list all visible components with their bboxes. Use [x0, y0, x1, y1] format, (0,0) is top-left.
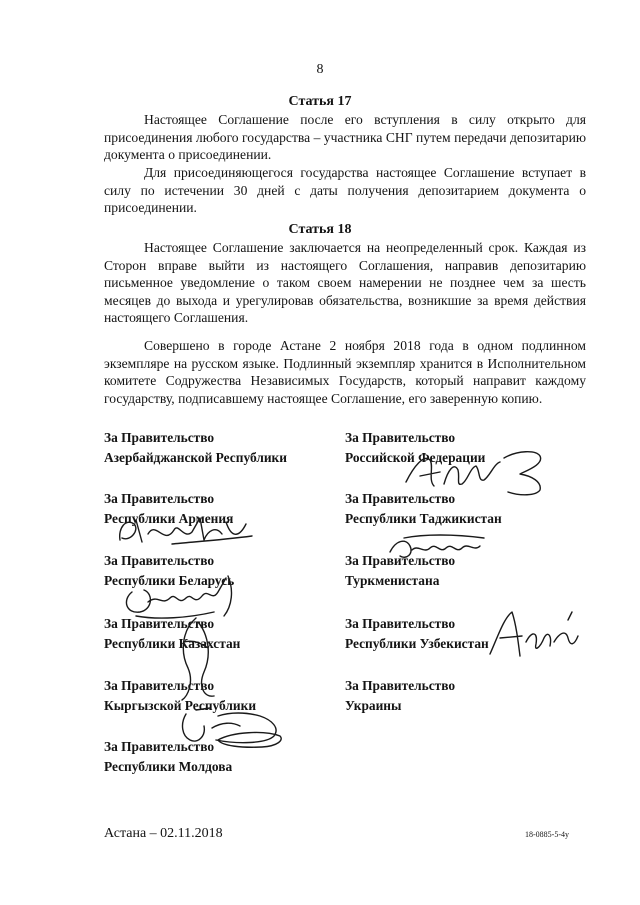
article-17-paragraph: Для присоединяющегося государства настоящее Соглашение вступает в силу по истечении 30 дней с даты получения депозитарием документа о присоединении.: [104, 165, 586, 215]
signatory-line1: За Правительство: [345, 430, 456, 445]
signatory-line2: Республики Молдова: [104, 758, 233, 774]
kazakhstan-signature-icon: [168, 612, 228, 704]
signatory-line1: За Правительство: [345, 616, 456, 631]
signatory-line2: Кыргызской Республики: [104, 697, 257, 713]
signatory-line2: Республики Армения: [104, 510, 234, 526]
signatory-line2: Туркменистана: [345, 572, 440, 588]
signatory-line1: За Правительство: [104, 616, 215, 631]
footer-place-date: Астана – 02.11.2018: [104, 826, 223, 841]
signatory-line1: За Правительство: [104, 491, 215, 506]
tajikistan-signature-icon: [384, 530, 494, 564]
signatory-line1: За Правительство: [345, 678, 456, 693]
signatory-line2: Республики Беларусь: [104, 572, 235, 588]
article-18-title: Статья 18: [288, 222, 352, 237]
signatory-line1: За Правительство: [104, 553, 215, 568]
signatory-line2: Республики Узбекистан: [345, 635, 489, 651]
armenia-signature-icon: [112, 500, 262, 552]
article-18-paragraph: Настоящее Соглашение заключается на неопределенный срок. Каждая из Сторон вправе выйти из настоящего Соглашения, направив депозитарию письменное уведомление о таком своем намерении не позднее чем за шесть месяцев до выхода и урегулировав обязательства, возникшие за время действия настоящего Соглашения.: [104, 240, 586, 325]
signatory-uzbekistan: [345, 614, 489, 653]
signatory-azerbaijan: [104, 428, 287, 467]
signatory-line2: Азербайджанской Республики: [104, 449, 287, 465]
signatory-line1: За Правительство: [104, 430, 215, 445]
closing-paragraph: Совершено в городе Астане 2 ноября 2018 года в одном подлинном экземпляре на русском языке. Подлинный экземпляр хранится в Исполнительном комитете Содружества Независимых Государств, который направит каждому государству, подписавшему настоящее Соглашение, его заверенную копию.: [104, 338, 586, 406]
russia-signature-icon: [400, 440, 550, 502]
signatory-line2: Республики Казахстан: [104, 635, 241, 651]
kyrgyzstan-stamp-icon: [212, 728, 286, 750]
signatory-ukraine: [345, 676, 455, 715]
signatory-line1: За Правительство: [104, 739, 215, 754]
signatory-line1: За Правительство: [104, 678, 215, 693]
signatory-line1: За Правительство: [345, 491, 456, 506]
uzbekistan-signature-icon: [482, 602, 582, 664]
article-17-title: Статья 17: [288, 94, 352, 109]
signatory-line1: За Правительство: [345, 553, 456, 568]
signatory-line2: Республики Таджикистан: [345, 510, 502, 526]
footer-document-code: 18-0885-5-4у: [525, 830, 569, 839]
page-number: 8: [316, 62, 324, 77]
signatory-line2: Российской Федерации: [345, 449, 486, 465]
signatory-line2: Украины: [345, 697, 402, 713]
article-17-paragraph: Настоящее Соглашение после его вступления в силу открыто для присоединения любого государства – участника СНГ путем передачи депозитарию документа о присоединении.: [104, 112, 586, 162]
